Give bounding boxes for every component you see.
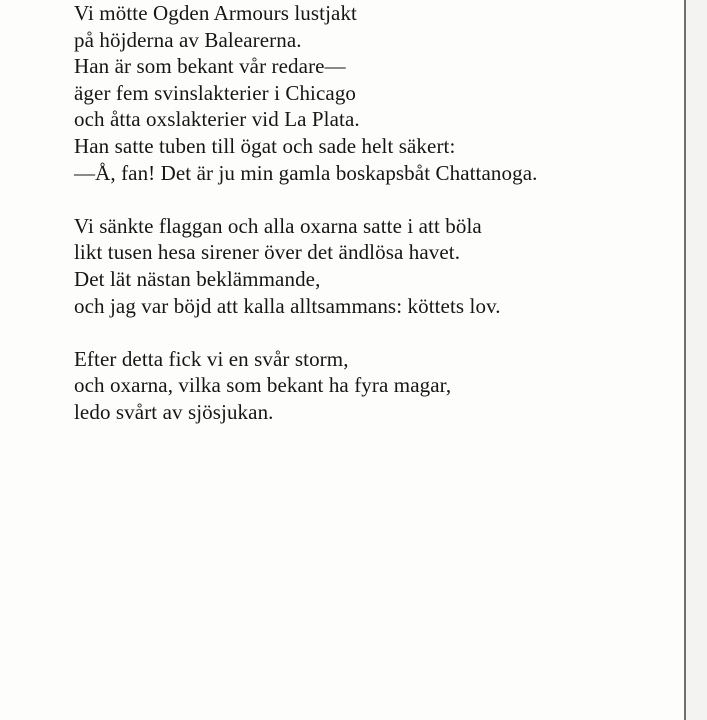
poem-line: —Å, fan! Det är ju min gamla boskapsbåt Chattanoga. bbox=[74, 160, 538, 185]
poem-line: likt tusen hesa sirener över det ändlösa havet. bbox=[74, 240, 461, 265]
poem-text bbox=[74, 0, 537, 452]
poem-line: och jag var böjd att kalla alltsammans: köttets lov. bbox=[74, 293, 501, 318]
poem-line: Det lät nästan beklämmande, bbox=[74, 266, 321, 291]
page-margin bbox=[686, 0, 707, 720]
poem-line: Han satte tuben till ögat och sade helt säkert: bbox=[74, 133, 456, 158]
stanza-1 bbox=[74, 0, 537, 186]
poem-line: Vi sänkte flaggan och alla oxarna satte i att böla bbox=[74, 213, 482, 238]
poem-line: och åtta oxslakterier vid La Plata. bbox=[74, 107, 360, 132]
poem-line: Han är som bekant vår redare— bbox=[74, 54, 346, 79]
stanza-2 bbox=[74, 213, 537, 319]
poem-line: på höjderna av Balearerna. bbox=[74, 27, 302, 52]
poem-line: och oxarna, vilka som bekant ha fyra magar, bbox=[74, 373, 452, 398]
poem-line: Efter detta fick vi en svår storm, bbox=[74, 346, 349, 371]
poem-line: ledo svårt av sjösjukan. bbox=[74, 399, 274, 424]
stanza-3 bbox=[74, 346, 537, 426]
poem-line: Vi mötte Ogden Armours lustjakt bbox=[74, 1, 357, 25]
poem-line: äger fem svinslakterier i Chicago bbox=[74, 80, 357, 105]
